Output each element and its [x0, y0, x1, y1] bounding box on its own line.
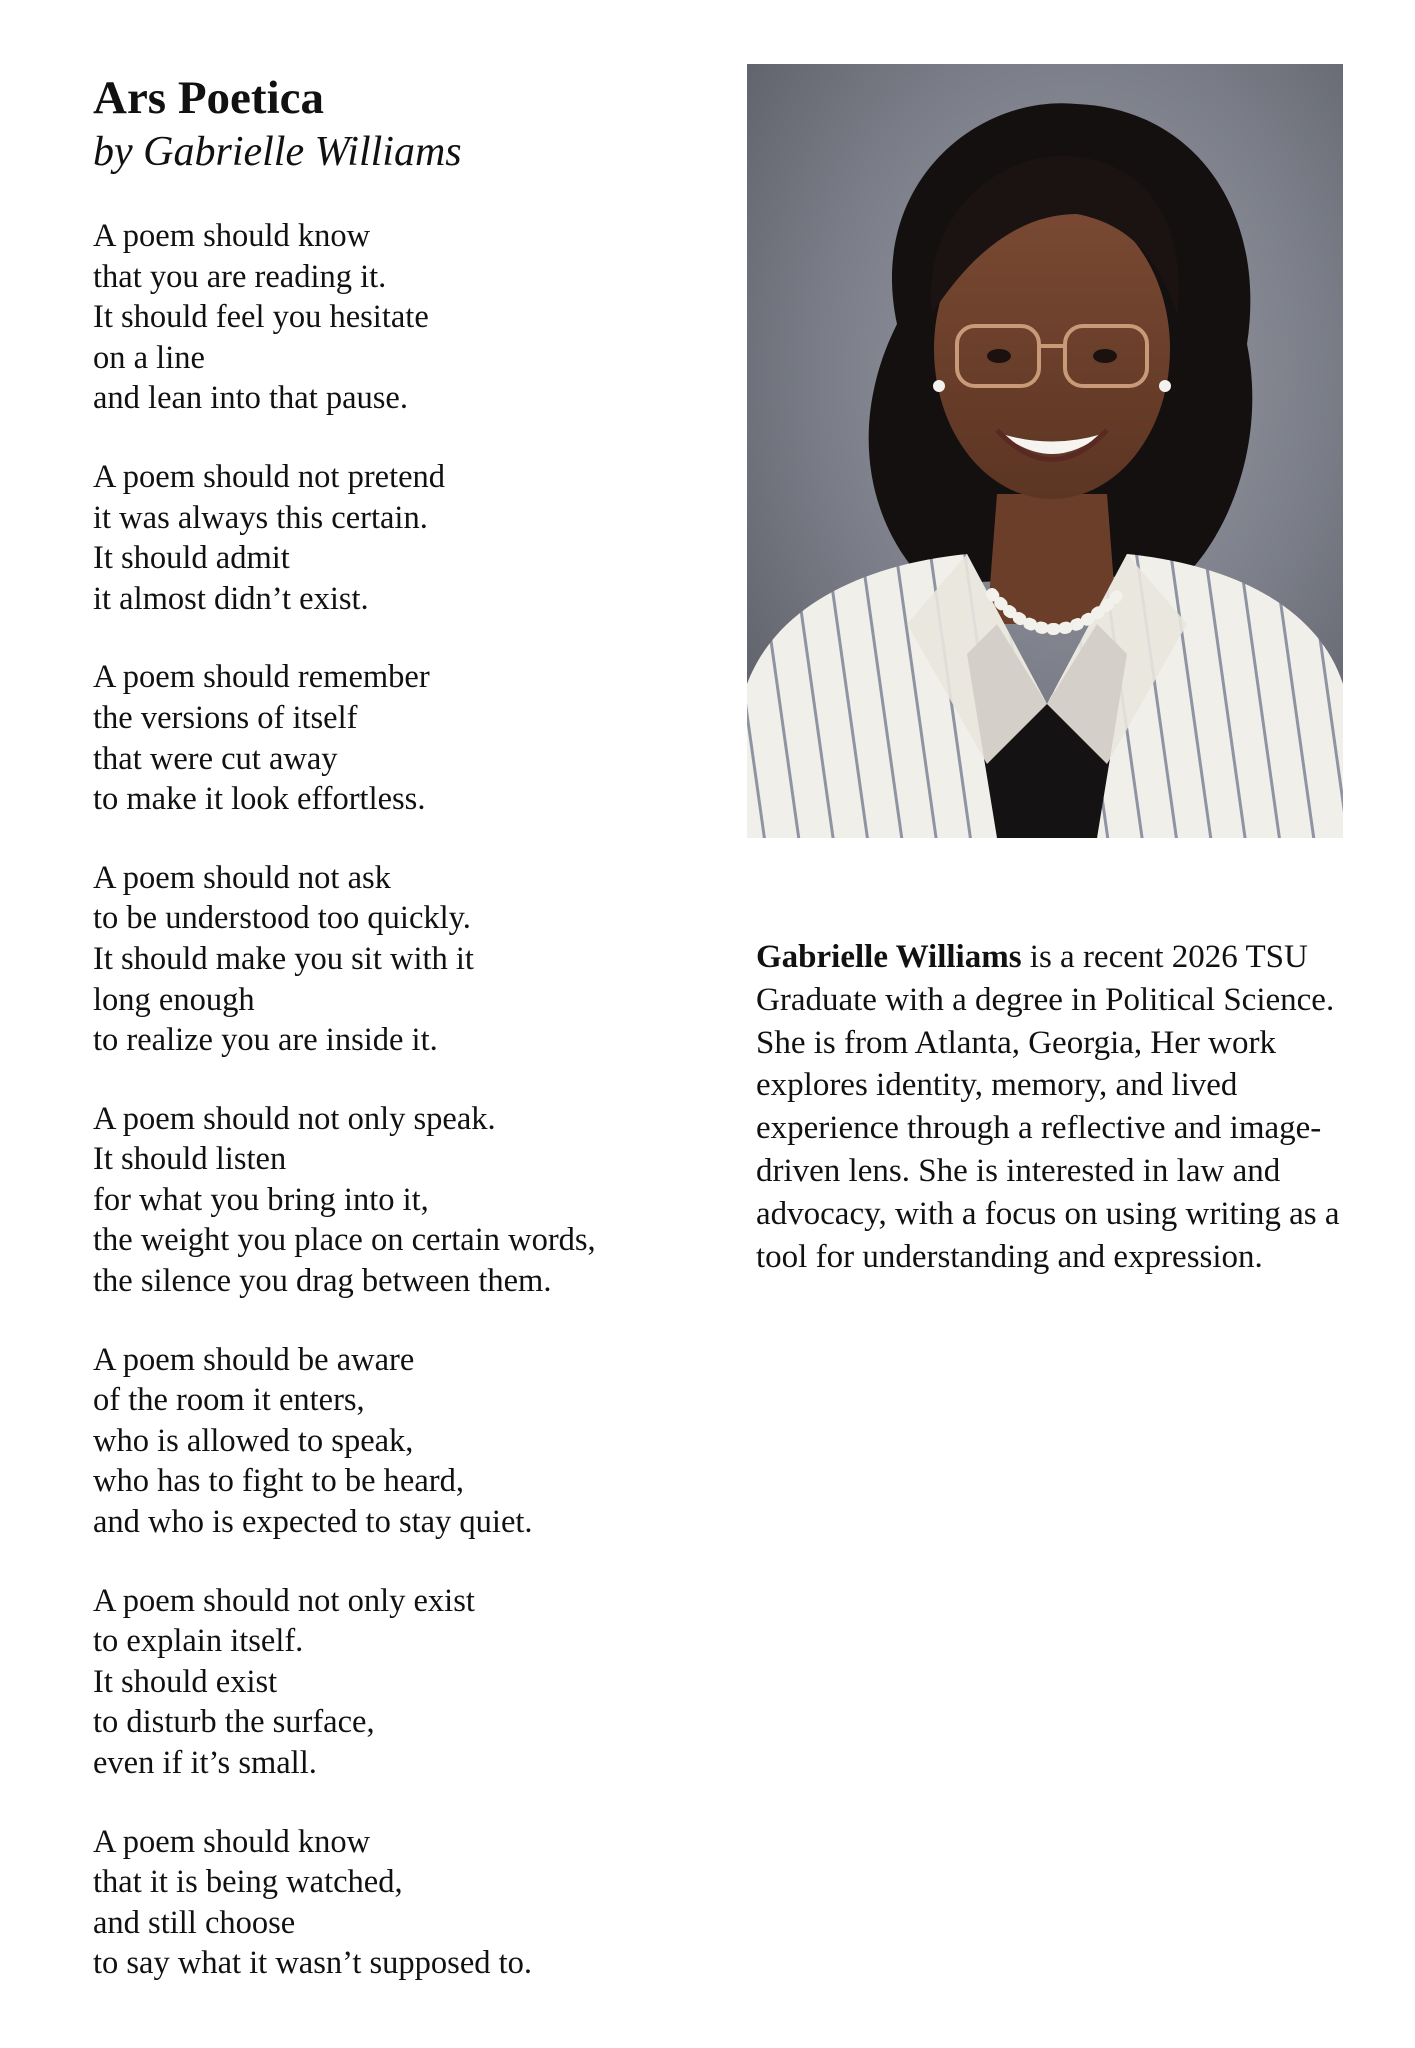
portrait-illustration: [747, 64, 1343, 838]
poem-byline: by Gabrielle Williams: [93, 129, 462, 175]
poem-line: to be understood too quickly.: [93, 900, 471, 937]
poem-line: the weight you place on certain words,: [93, 1222, 596, 1259]
poem-line: A poem should be aware: [93, 1341, 415, 1378]
poem-line: who is allowed to speak,: [93, 1422, 414, 1459]
poem-line: It should feel you hesitate: [93, 299, 429, 336]
poem-line: for what you bring into it,: [93, 1181, 429, 1218]
author-bio: [756, 936, 1356, 1278]
poem-column: [93, 70, 713, 2022]
poem-line: to explain itself.: [93, 1623, 304, 1660]
poem-line: that were cut away: [93, 740, 338, 777]
poem-stanza: [93, 657, 713, 819]
poem-line: A poem should know: [93, 218, 371, 254]
author-portrait: [747, 64, 1343, 838]
poem-line: and still choose: [93, 1904, 296, 1941]
poem-line: and who is expected to stay quiet.: [93, 1504, 533, 1541]
poem-line: It should listen: [93, 1141, 287, 1178]
poem-stanza: [93, 1340, 713, 1543]
poem-line: and lean into that pause.: [93, 380, 408, 417]
poem-line: A poem should not only exist: [93, 1582, 475, 1619]
poem-line: It should exist: [93, 1663, 278, 1700]
poem-stanza: [93, 858, 713, 1061]
poem-line: to disturb the surface,: [93, 1704, 375, 1741]
poem-stanza: [93, 1822, 713, 1984]
poem-line: long enough: [93, 981, 255, 1018]
poem-line: A poem should not only speak.: [93, 1100, 496, 1137]
poem-title: Ars Poetica: [93, 72, 324, 124]
poem-line: of the room it enters,: [93, 1382, 365, 1419]
poem-stanza: [93, 216, 713, 419]
poem-line: A poem should remember: [93, 659, 430, 696]
author-bio-text: is a recent 2026 TSU Graduate with a degree in Political Science. She is from Atlanta, Georgia, Her work explores identity, memory, and lived experience through a reflective and image-driven lens. She is interested in law and advocacy, with a focus on using writing as a tool for understanding and expression.: [756, 939, 1340, 1275]
poem-line: the versions of itself: [93, 699, 358, 736]
poem-line: A poem should not ask: [93, 859, 391, 896]
poem-line: on a line: [93, 339, 205, 376]
poem-line: to say what it wasn’t supposed to.: [93, 1945, 533, 1982]
poem-stanza: [93, 457, 713, 619]
poem-line: It should admit: [93, 540, 290, 577]
poem-line: to realize you are inside it.: [93, 1022, 438, 1059]
poem-line: It should make you sit with it: [93, 940, 474, 977]
poem-line: it almost didn’t exist.: [93, 580, 369, 617]
poem-body: [93, 216, 713, 1984]
poem-line: A poem should not pretend: [93, 458, 446, 495]
poem-line: that it is being watched,: [93, 1864, 403, 1901]
poem-line: to make it look effortless.: [93, 781, 426, 818]
poem-stanza: [93, 1099, 713, 1302]
poem-line: the silence you drag between them.: [93, 1263, 552, 1300]
author-name: Gabrielle Williams: [756, 939, 1022, 975]
poem-line: A poem should know: [93, 1823, 371, 1860]
poem-line: who has to fight to be heard,: [93, 1463, 464, 1500]
poem-stanza: [93, 1581, 713, 1784]
poem-line: that you are reading it.: [93, 258, 387, 295]
poem-line: even if it’s small.: [93, 1745, 317, 1781]
poem-line: it was always this certain.: [93, 499, 428, 536]
